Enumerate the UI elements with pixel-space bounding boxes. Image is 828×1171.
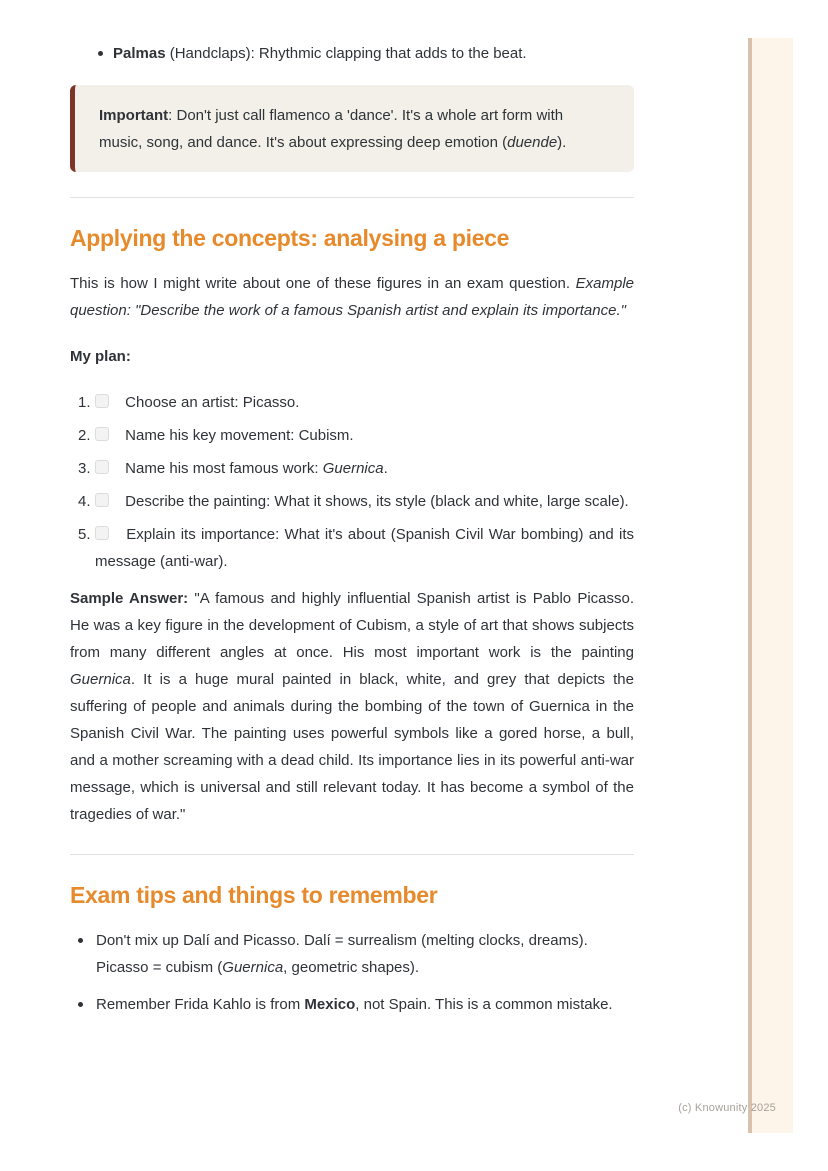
copyright-watermark: (c) Knowunity 2025	[678, 1102, 776, 1114]
plan-item-text: Describe the painting: What it shows, its style (black and white, large scale).	[125, 493, 629, 510]
list-item	[70, 40, 634, 67]
section-divider	[70, 197, 634, 198]
page-edge-ribbon	[748, 38, 793, 1133]
important-callout	[70, 85, 634, 172]
plan-item-number: 5.	[78, 526, 91, 543]
checkbox-unchecked-icon[interactable]	[95, 394, 109, 408]
checkbox-unchecked-icon[interactable]	[95, 526, 109, 540]
section-heading-applying-concepts: Applying the concepts: analysing a piece	[70, 225, 510, 251]
plan-list	[70, 389, 634, 575]
intro-paragraph: This is how I might write about one of these figures in an exam question. Example question: "Describe the work of a famous Spanish artist and explain its importance."	[70, 275, 634, 319]
bullet-icon	[78, 1002, 83, 1007]
plan-item	[70, 488, 634, 515]
plan-label: My plan:	[70, 348, 131, 365]
plan-item-text: Name his most famous work: Guernica.	[125, 460, 388, 477]
plan-item-number: 4.	[78, 493, 91, 510]
flamenco-elements-list	[70, 40, 634, 67]
tip-item	[70, 991, 634, 1018]
checkbox-unchecked-icon[interactable]	[95, 493, 109, 507]
exam-tips-list	[70, 927, 634, 1018]
plan-item-number: 1.	[78, 394, 91, 411]
plan-item	[70, 389, 634, 416]
tip-item	[70, 927, 634, 981]
sample-answer-paragraph: Sample Answer: "A famous and highly influential Spanish artist is Pablo Picasso. He was a key figure in the development of Cubism, a style of art that shows subjects from many different angles at once. His most important work is the painting Guernica. It is a huge mural painted in black, white, and grey that depicts the suffering of people and animals during the bombing of the town of Guernica in the Spanish Civil War. The painting uses powerful symbols like a gored horse, a bull, and a mother screaming with a dead child. Its importance lies in its powerful anti-war message, which is universal and still relevant today. It has become a symbol of the tragedies of war."	[70, 590, 635, 823]
plan-item	[70, 422, 634, 449]
callout-text: Important: Don't just call flamenco a 'dance'. It's a whole art form with music, song, and dance. It's about expressing deep emotion (duende).	[99, 107, 567, 151]
list-item-text: Palmas (Handclaps): Rhythmic clapping that adds to the beat.	[113, 45, 527, 62]
section-heading-exam-tips: Exam tips and things to remember	[70, 882, 438, 908]
bullet-icon	[78, 938, 83, 943]
checkbox-unchecked-icon[interactable]	[95, 427, 109, 441]
plan-item-number: 3.	[78, 460, 91, 477]
tip-item-text: Don't mix up Dalí and Picasso. Dalí = surrealism (melting clocks, dreams). Picasso = cubism (Guernica, geometric shapes).	[96, 932, 588, 976]
plan-item	[70, 455, 634, 482]
plan-item-text: Name his key movement: Cubism.	[125, 427, 354, 444]
plan-item-text: Choose an artist: Picasso.	[125, 394, 300, 411]
checkbox-unchecked-icon[interactable]	[95, 460, 109, 474]
plan-item-text: Explain its importance: What it's about (Spanish Civil War bombing) and its message (anti-war).	[95, 526, 634, 570]
document-content	[70, 40, 634, 1028]
bullet-icon	[98, 51, 103, 56]
plan-item-number: 2.	[78, 427, 91, 444]
tip-item-text: Remember Frida Kahlo is from Mexico, not Spain. This is a common mistake.	[96, 996, 613, 1013]
plan-item	[70, 521, 634, 575]
section-divider	[70, 854, 634, 855]
